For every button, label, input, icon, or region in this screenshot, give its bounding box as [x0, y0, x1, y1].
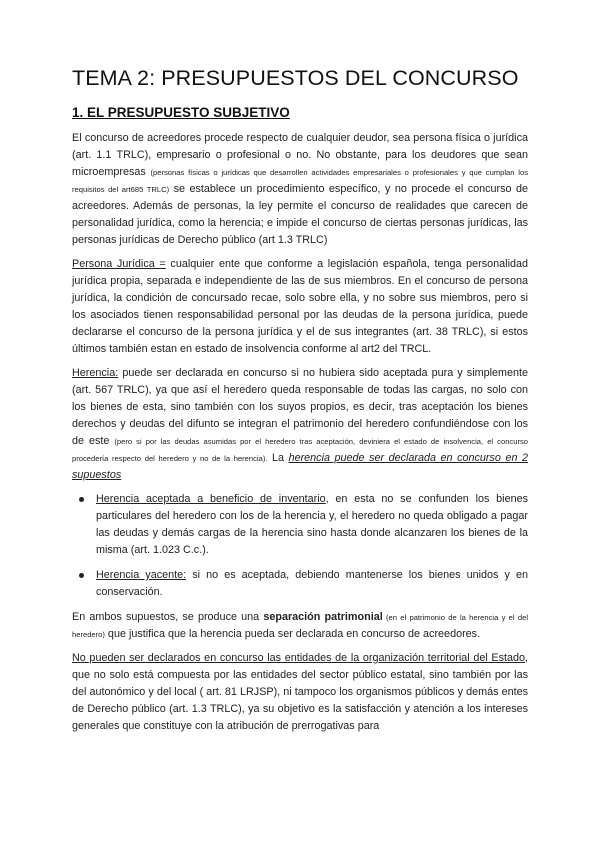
page-title: TEMA 2: PRESUPUESTOS DEL CONCURSO — [72, 66, 519, 90]
text: , en esta no se confunden los bienes particulares del heredero con los de la herencia y, el heredero no queda obligado a pagar las deudas y demás cargas de la herencia sino hasta donde alcanzaren los bienes de la misma (art. 1.023 C.c.). — [96, 493, 528, 556]
text: se establece un procedimiento específico, y no procede el concurso de acreedores. Además de personas, la ley permite el concurso de realidades que carecen de personalidad jurídica, como la herencia; e impide el concurso de ciertas personas jurídicas, las personas jurídicas de Derecho público (art 1.3 TRLC) — [72, 183, 528, 246]
bullet-icon — [79, 497, 84, 502]
paragraph-entidades — [72, 650, 528, 735]
small-note: (pero si por las deudas asumidas por el heredero tras aceptación, deviniera el estado de insolvencia, el concurso procedería respecto del heredero y no de la herencia). — [72, 437, 528, 463]
paragraph-persona-juridica — [72, 256, 528, 358]
document-page — [72, 66, 528, 742]
text: si no es aceptada, debiendo mantenerse los bienes unidos y en conservación. — [96, 569, 528, 598]
bullet-list — [72, 491, 528, 601]
paragraph-separacion — [72, 609, 528, 643]
text: La — [267, 452, 289, 464]
paragraph-intro — [72, 130, 528, 249]
small-note: (personas físicas o jurídicas que desarrollen actividades empresariales o profesionales y que cumplan los requisitos del art685 TRLC) — [72, 168, 529, 194]
text: que justifica que la herencia pueda ser declarada en concurso de acreedores. — [104, 628, 481, 640]
text: En ambos supuestos, se produce una — [72, 611, 264, 623]
section-heading: 1. EL PRESUPUESTO SUBJETIVO — [72, 105, 290, 120]
paragraph-herencia — [72, 365, 528, 484]
text: puede ser declarada en concurso si no hubiera sido aceptada pura y simplemente (art. 567 TRLC), ya que así el heredero queda responsable de todas las cargas, no solo con los bienes de esta, sino también con los suyos propios, es decir, tras aceptación los bienes derechos y deudas del difunto se integran el patrimonio del heredero confundiéndose con los de este — [72, 367, 528, 447]
list-item — [72, 567, 528, 601]
term-label: Herencia yacente: — [96, 569, 187, 581]
bold-term: separación patrimonial — [263, 611, 383, 623]
bullet-icon — [79, 573, 84, 578]
text: , que no solo está compuesta por las entidades del sector público estatal, sino también por las del autonómico y del local ( art. 81 LRJSP), ni tampoco los organismos públicos y demás entes de Derecho público (art. 1.3 TRLC), ya su objetivo es la satisfacción y atención a los intereses generales que constituye con la atribución de prerrogativas para — [72, 652, 528, 732]
list-item — [72, 491, 528, 559]
small-note: (en el patrimonio de la herencia y el del heredero) — [72, 613, 529, 639]
text: cualquier ente que conforme a legislación española, tenga personalidad jurídica propia, separada e independiente de las de sus miembros. En el concurso de persona jurídica, la condición de concursado recae, solo sobre ella, y no sobre sus miembros, pero si los asociados tienen responsabilidad personal por las deudas de la persona jurídica, puede declararse el concurso de la persona jurídica y el de sus integrantes (art. 38 TRLC), si estos últimos también estan en estado de insolvencia conforme al art2 del TRCL. — [72, 258, 528, 355]
term-label: Persona Jurídica = — [72, 258, 166, 270]
term-label: Herencia aceptada a beneficio de inventario — [96, 493, 326, 505]
term-label: No pueden ser declarados en concurso las entidades de la organización territorial del Estado — [72, 652, 525, 664]
text: El concurso de acreedores procede respecto de cualquier deudor, sea persona física o jurídica (art. 1.1 TRLC), empresario o profesional o no. No obstante, para los deudores que sean microempresas — [72, 132, 528, 178]
term-label: Herencia: — [72, 367, 119, 379]
emphasis: herencia puede ser declarada en concurso en 2 supuestos — [72, 452, 528, 481]
